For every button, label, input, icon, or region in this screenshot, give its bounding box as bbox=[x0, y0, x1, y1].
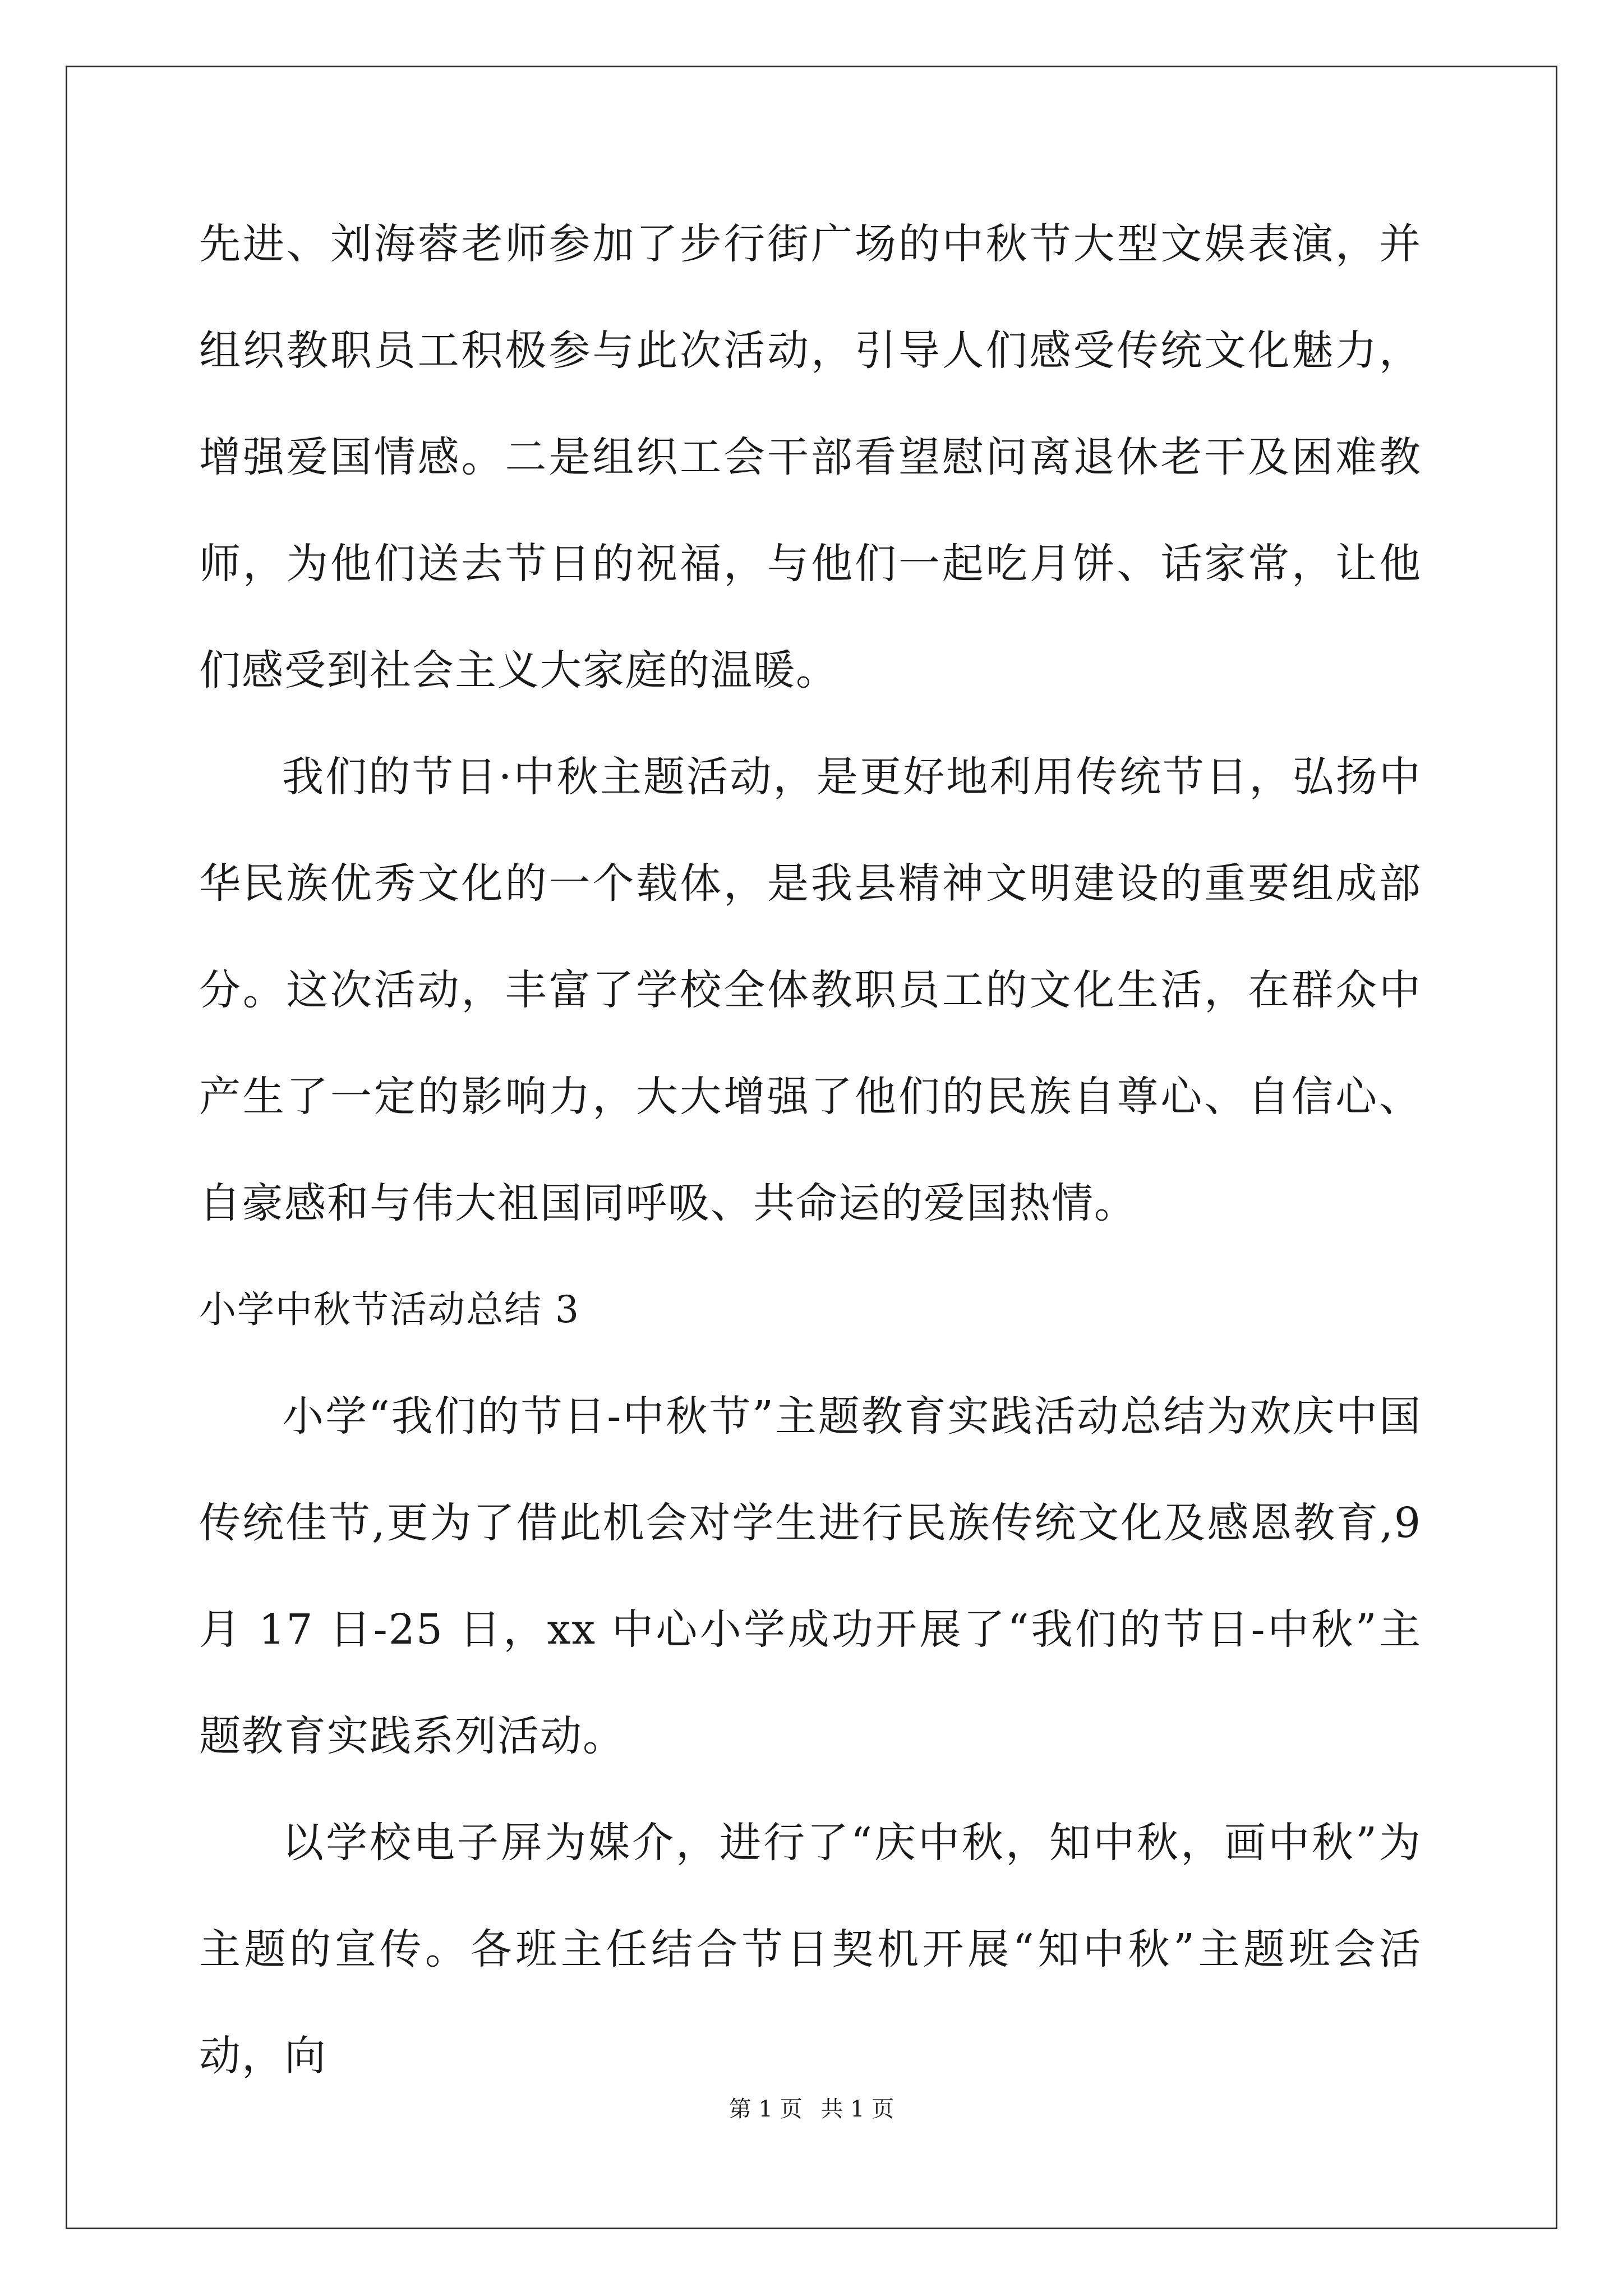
page-number: 第 1 页 bbox=[728, 2096, 803, 2122]
paragraph: 我们的节日·中秋主题活动，是更好地利用传统节日，弘扬中华民族优秀文化的一个载体，是我县精神文明建设的重要组成部分。这次活动，丰富了学校全体教职员工的文化生活，在群众中产生了一定的影响力，大大增强了他们的民族自尊心、自信心、自豪感和与伟大祖国同呼吸、共命运的爱国热情。 bbox=[199, 753, 1422, 1227]
paragraph: 先进、刘海蓉老师参加了步行街广场的中秋节大型文娱表演，并组织教职员工积极参与此次活动，引导人们感受传统文化魅力，增强爱国情感。二是组织工会干部看望慰问离退休老干及困难教师，为他们送去节日的祝福，与他们一起吃月饼、话家常，让他们感受到社会主义大家庭的温暖。 bbox=[199, 220, 1422, 694]
paragraph: 小学“我们的节日-中秋节”主题教育实践活动总结为欢庆中国传统佳节,更为了借此机会对学生进行民族传统文化及感恩教育,9 月 17 日-25 日，xx 中心小学成功开展了“我们的节日-中秋”主题教育实践系列活动。 bbox=[199, 1392, 1422, 1760]
section-title: 小学中秋节活动总结 3 bbox=[199, 1288, 580, 1331]
page-footer bbox=[0, 2092, 1623, 2126]
paragraph: 以学校电子屏为媒介，进行了“庆中秋，知中秋，画中秋”为主题的宣传。各班主任结合节日契机开展“知中秋”主题班会活动，向 bbox=[199, 1819, 1422, 2080]
document-body bbox=[199, 191, 1422, 2109]
page-total: 共 1 页 bbox=[820, 2096, 895, 2122]
